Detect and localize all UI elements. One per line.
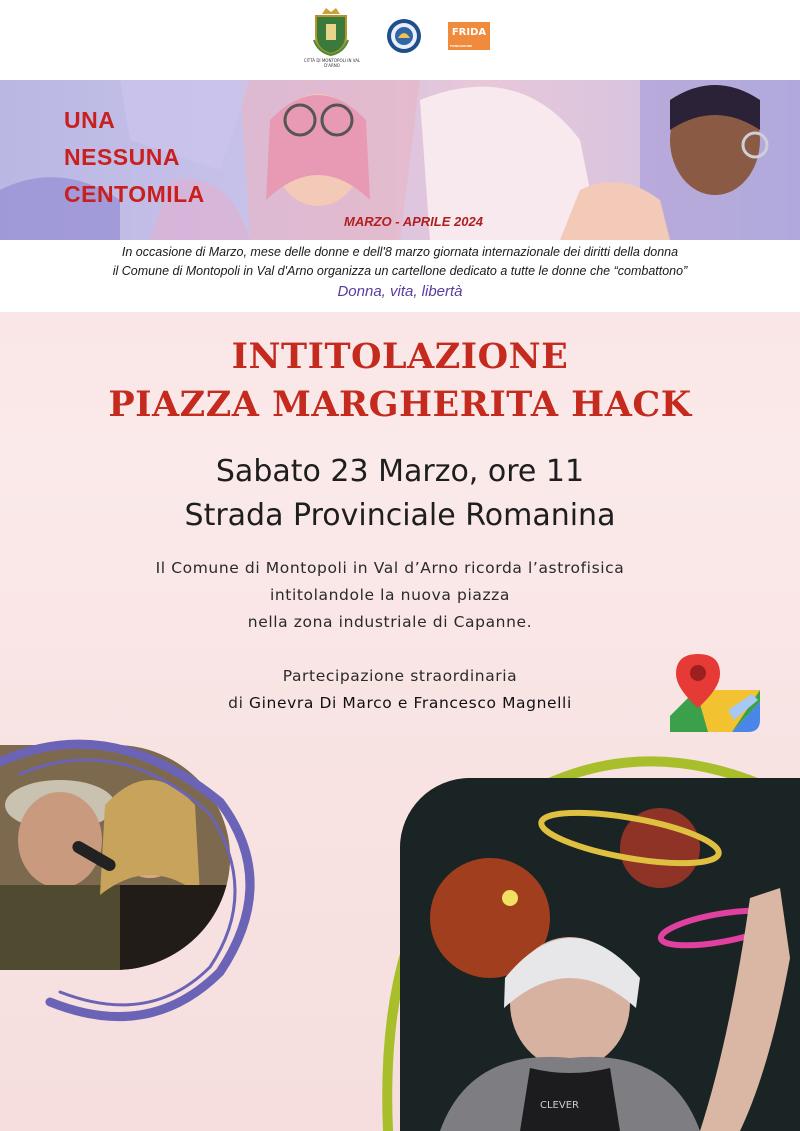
frida-caption: FONDAZIONE xyxy=(450,44,473,48)
purple-ring-decoration xyxy=(0,722,270,1027)
banner-title xyxy=(64,102,205,213)
headline-line-1: INTITOLAZIONE xyxy=(231,336,569,377)
frida-logo-text: FRIDA xyxy=(451,27,487,38)
banner-title-line: UNA xyxy=(64,107,116,133)
banner-date: MARZO - APRILE 2024 xyxy=(344,214,483,229)
event-description xyxy=(0,555,780,636)
intro-line-2: il Comune di Montopoli in Val d'Arno organizza un cartellone dedicato a tutte le donne che “combattono” xyxy=(112,264,688,278)
header-logos xyxy=(0,0,800,80)
hero-banner xyxy=(0,80,800,240)
participation-prefix: di xyxy=(228,694,249,712)
municipal-crest-icon xyxy=(312,6,350,56)
event-details xyxy=(0,450,800,538)
description-line-1: Il Comune di Montopoli in Val d’Arno ricorda l’astrofisica xyxy=(155,559,625,577)
intro-line-1: In occasione di Marzo, mese delle donne e dell'8 marzo giornata internazionale dei diritti della donna xyxy=(121,245,679,259)
intro-motto: Donna, vita, libertà xyxy=(337,283,463,300)
participation-line-1: Partecipazione straordinaria xyxy=(282,667,518,685)
banner-title-line: CENTOMILA xyxy=(64,181,205,207)
map-pin-icon[interactable] xyxy=(668,650,762,734)
headline-line-2: PIAZZA MARGHERITA HACK xyxy=(108,384,692,425)
description-line-3: nella zona industriale di Capanne. xyxy=(247,613,533,631)
shirt-text: CLEVER xyxy=(540,1100,579,1111)
margherita-hack-photo xyxy=(400,778,800,1131)
seal-logo-icon xyxy=(386,18,422,54)
intro-section xyxy=(0,240,800,312)
participation-names: Ginevra Di Marco e Francesco Magnelli xyxy=(249,694,572,712)
frida-logo xyxy=(448,22,490,50)
event-where: Strada Provinciale Romanina xyxy=(184,498,616,533)
event-when: Sabato 23 Marzo, ore 11 xyxy=(215,454,585,489)
main-headline xyxy=(0,333,800,429)
description-line-2: intitolandole la nuova piazza xyxy=(269,586,511,604)
portrait-scene xyxy=(400,778,800,1131)
crest-caption: CITTÀ DI MONTOPOLI IN VAL D'ARNO xyxy=(303,58,361,68)
banner-title-line: NESSUNA xyxy=(64,144,180,170)
